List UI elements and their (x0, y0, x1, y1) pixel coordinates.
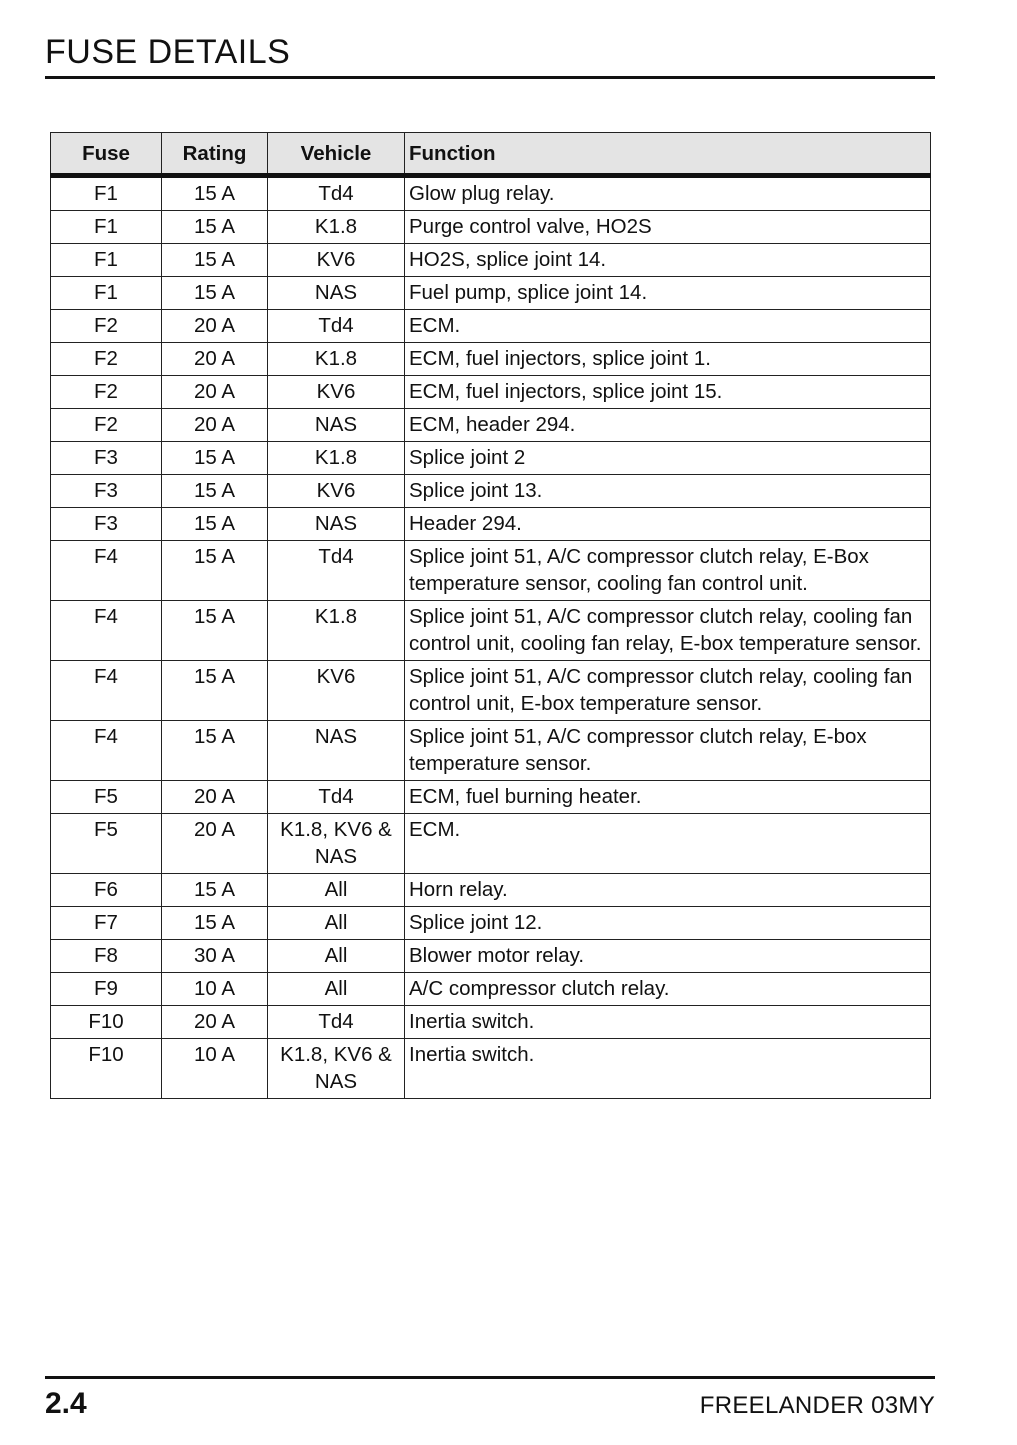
table-row (51, 940, 931, 973)
cell-fuse: F5 (51, 781, 162, 814)
cell-fuse: F1 (51, 211, 162, 244)
cell-rating: 20 A (162, 1006, 268, 1039)
cell-rating: 15 A (162, 211, 268, 244)
cell-vehicle: KV6 (268, 376, 405, 409)
cell-fuse: F3 (51, 508, 162, 541)
cell-function: ECM. (405, 310, 931, 343)
cell-rating: 20 A (162, 781, 268, 814)
table-row (51, 973, 931, 1006)
cell-function: ECM, fuel burning heater. (405, 781, 931, 814)
table-row (51, 661, 931, 721)
cell-function: Horn relay. (405, 874, 931, 907)
cell-function: HO2S, splice joint 14. (405, 244, 931, 277)
table-row (51, 814, 931, 874)
cell-function: ECM, fuel injectors, splice joint 1. (405, 343, 931, 376)
cell-vehicle: K1.8 (268, 343, 405, 376)
cell-vehicle: Td4 (268, 310, 405, 343)
cell-vehicle: NAS (268, 277, 405, 310)
page-number: 2.4 (45, 1387, 87, 1420)
cell-function: Splice joint 13. (405, 475, 931, 508)
cell-vehicle: KV6 (268, 475, 405, 508)
header-fuse: Fuse (51, 133, 162, 176)
cell-function: ECM, header 294. (405, 409, 931, 442)
cell-function: Inertia switch. (405, 1006, 931, 1039)
cell-fuse: F9 (51, 973, 162, 1006)
cell-rating: 15 A (162, 721, 268, 781)
table-row (51, 721, 931, 781)
header-function: Function (405, 133, 931, 176)
cell-fuse: F7 (51, 907, 162, 940)
table-row (51, 310, 931, 343)
cell-vehicle: NAS (268, 721, 405, 781)
cell-vehicle: NAS (268, 508, 405, 541)
cell-fuse: F10 (51, 1006, 162, 1039)
footer-row (45, 1387, 935, 1421)
cell-vehicle: All (268, 940, 405, 973)
table-row (51, 211, 931, 244)
cell-rating: 15 A (162, 508, 268, 541)
cell-function: ECM. (405, 814, 931, 874)
cell-vehicle: NAS (268, 409, 405, 442)
cell-vehicle: K1.8, KV6 & NAS (268, 814, 405, 874)
header-row (51, 133, 931, 176)
cell-rating: 15 A (162, 601, 268, 661)
cell-rating: 10 A (162, 1039, 268, 1099)
cell-rating: 15 A (162, 442, 268, 475)
cell-fuse: F2 (51, 409, 162, 442)
table-row (51, 874, 931, 907)
document-name: FREELANDER 03MY (699, 1392, 935, 1419)
cell-rating: 15 A (162, 244, 268, 277)
cell-function: Splice joint 12. (405, 907, 931, 940)
cell-rating: 15 A (162, 874, 268, 907)
cell-fuse: F1 (51, 176, 162, 211)
table-row (51, 376, 931, 409)
cell-function: A/C compressor clutch relay. (405, 973, 931, 1006)
table-row (51, 907, 931, 940)
cell-rating: 15 A (162, 475, 268, 508)
cell-vehicle: KV6 (268, 661, 405, 721)
table-row (51, 277, 931, 310)
cell-fuse: F2 (51, 310, 162, 343)
table-row (51, 343, 931, 376)
cell-vehicle: Td4 (268, 176, 405, 211)
cell-fuse: F5 (51, 814, 162, 874)
cell-rating: 15 A (162, 541, 268, 601)
cell-function: Inertia switch. (405, 1039, 931, 1099)
cell-function: Fuel pump, splice joint 14. (405, 277, 931, 310)
cell-vehicle: K1.8 (268, 442, 405, 475)
page-title: FUSE DETAILS (45, 33, 291, 71)
table-row (51, 442, 931, 475)
cell-rating: 10 A (162, 973, 268, 1006)
cell-fuse: F1 (51, 277, 162, 310)
cell-fuse: F3 (51, 475, 162, 508)
footer-rule (45, 1376, 935, 1379)
table-row (51, 508, 931, 541)
cell-vehicle: K1.8 (268, 211, 405, 244)
cell-fuse: F2 (51, 376, 162, 409)
table-row (51, 244, 931, 277)
cell-fuse: F4 (51, 721, 162, 781)
table-row (51, 781, 931, 814)
cell-rating: 30 A (162, 940, 268, 973)
cell-function: Splice joint 51, A/C compressor clutch relay, cooling fan control unit, E-box temperature sensor. (405, 661, 931, 721)
header-rating: Rating (162, 133, 268, 176)
cell-function: ECM, fuel injectors, splice joint 15. (405, 376, 931, 409)
cell-fuse: F4 (51, 661, 162, 721)
cell-rating: 15 A (162, 661, 268, 721)
cell-fuse: F8 (51, 940, 162, 973)
title-rule (45, 76, 935, 79)
cell-rating: 20 A (162, 376, 268, 409)
page-header (45, 30, 935, 79)
cell-function: Glow plug relay. (405, 176, 931, 211)
cell-vehicle: Td4 (268, 541, 405, 601)
header-vehicle: Vehicle (268, 133, 405, 176)
cell-rating: 15 A (162, 176, 268, 211)
cell-fuse: F6 (51, 874, 162, 907)
cell-function: Splice joint 51, A/C compressor clutch relay, E-Box temperature sensor, cooling fan control unit. (405, 541, 931, 601)
cell-fuse: F4 (51, 601, 162, 661)
table-body (51, 176, 931, 1099)
table-row (51, 541, 931, 601)
cell-rating: 15 A (162, 277, 268, 310)
table-row (51, 1006, 931, 1039)
cell-fuse: F10 (51, 1039, 162, 1099)
cell-fuse: F3 (51, 442, 162, 475)
cell-vehicle: All (268, 973, 405, 1006)
table-row (51, 1039, 931, 1099)
cell-vehicle: All (268, 874, 405, 907)
cell-fuse: F1 (51, 244, 162, 277)
cell-function: Splice joint 2 (405, 442, 931, 475)
table-row (51, 601, 931, 661)
table-row (51, 475, 931, 508)
cell-vehicle: Td4 (268, 1006, 405, 1039)
cell-rating: 20 A (162, 343, 268, 376)
cell-function: Blower motor relay. (405, 940, 931, 973)
page-footer (45, 1376, 935, 1421)
cell-function: Splice joint 51, A/C compressor clutch relay, cooling fan control unit, cooling fan relay, E-box temperature sensor. (405, 601, 931, 661)
cell-fuse: F2 (51, 343, 162, 376)
table-header (51, 133, 931, 176)
cell-rating: 20 A (162, 814, 268, 874)
cell-vehicle: K1.8 (268, 601, 405, 661)
cell-rating: 20 A (162, 409, 268, 442)
cell-function: Header 294. (405, 508, 931, 541)
cell-rating: 15 A (162, 907, 268, 940)
cell-function: Splice joint 51, A/C compressor clutch relay, E-box temperature sensor. (405, 721, 931, 781)
cell-vehicle: K1.8, KV6 & NAS (268, 1039, 405, 1099)
cell-vehicle: Td4 (268, 781, 405, 814)
cell-vehicle: KV6 (268, 244, 405, 277)
table-row (51, 176, 931, 211)
cell-fuse: F4 (51, 541, 162, 601)
table-row (51, 409, 931, 442)
cell-function: Purge control valve, HO2S (405, 211, 931, 244)
cell-vehicle: All (268, 907, 405, 940)
fuse-details-table (50, 132, 931, 1099)
cell-rating: 20 A (162, 310, 268, 343)
